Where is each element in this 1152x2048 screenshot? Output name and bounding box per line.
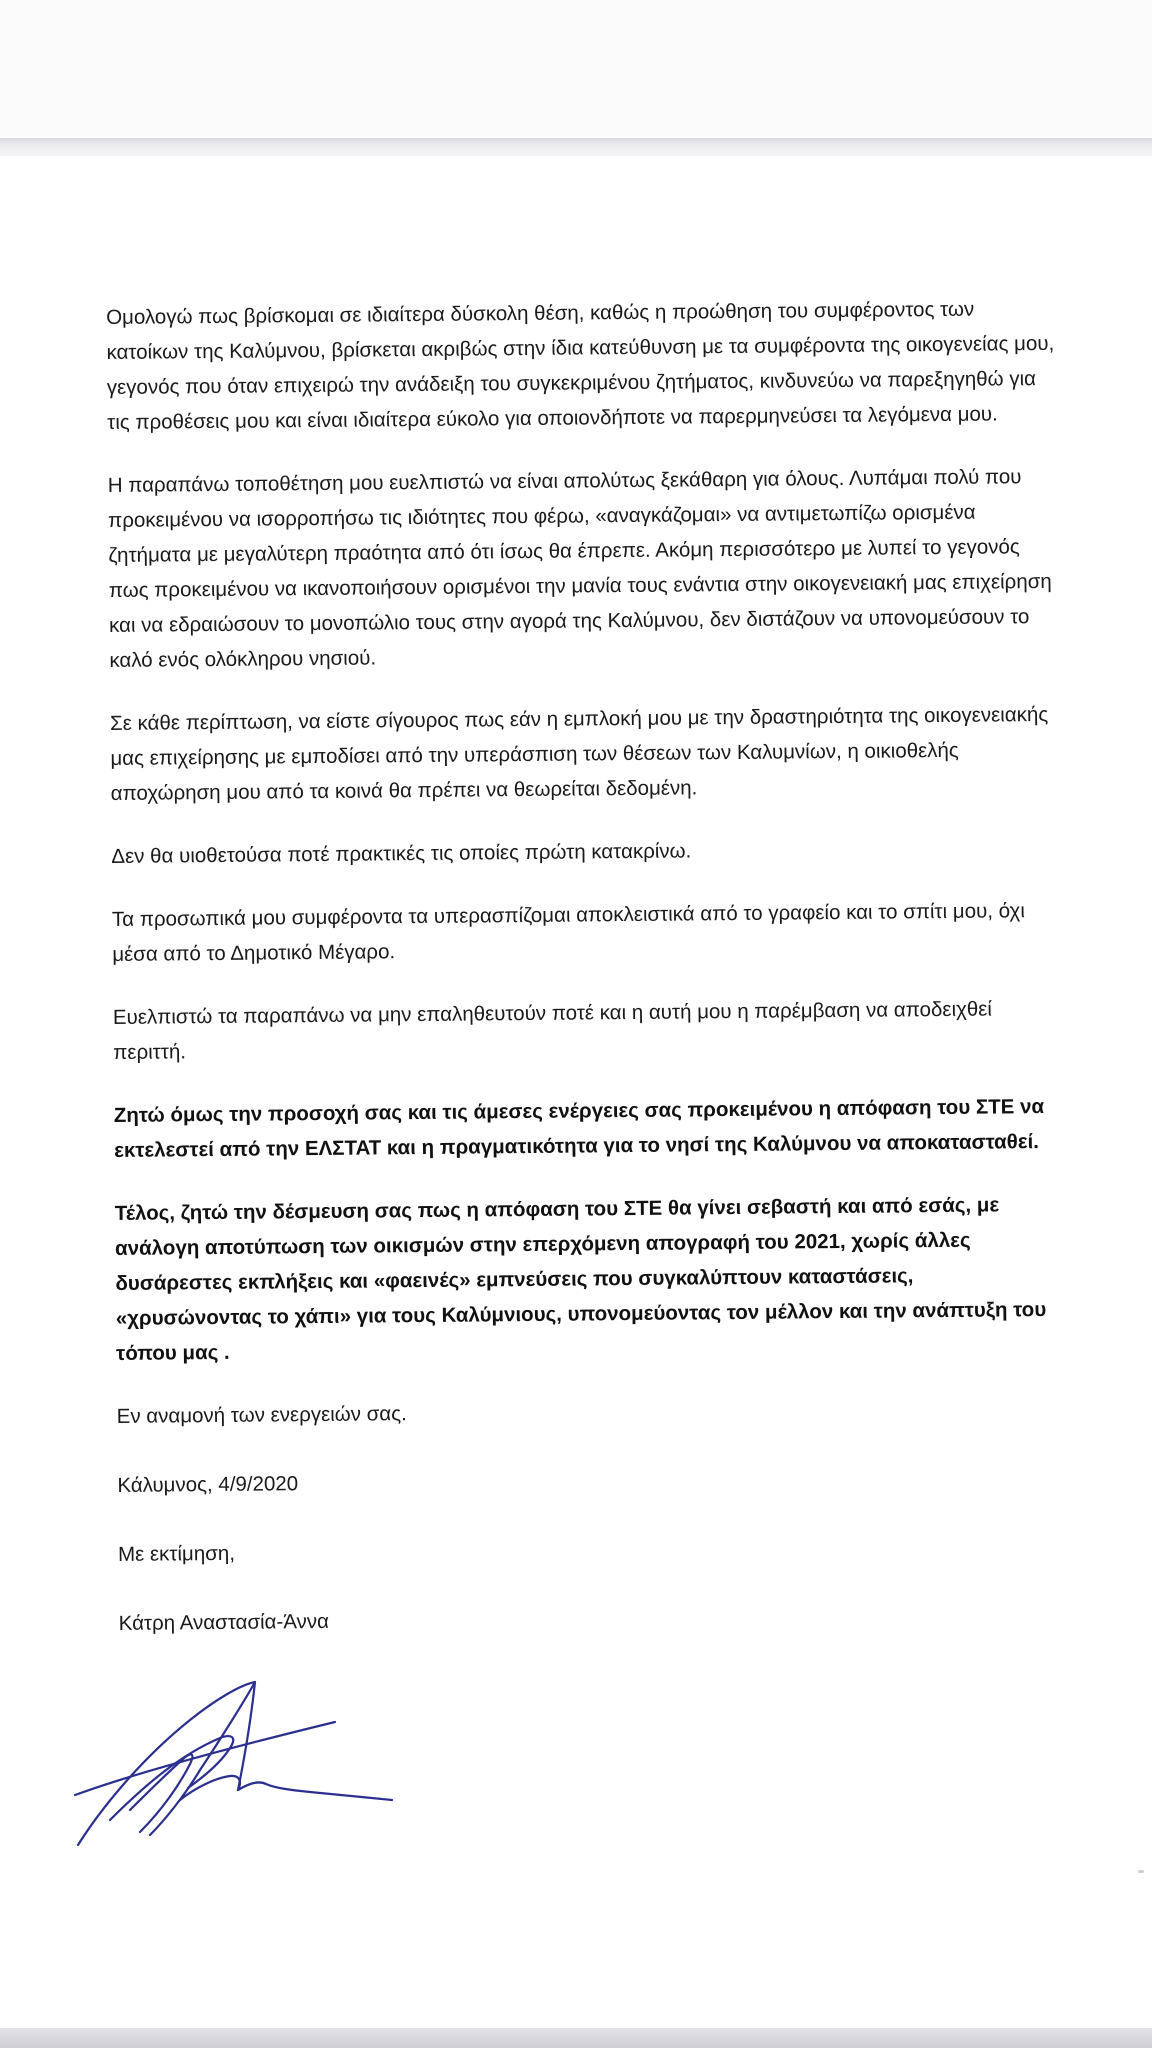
page-top-divider	[0, 138, 1152, 152]
paragraph-request: Ζητώ όμως την προσοχή σας και τις άμεσες ενέργειες σας προκειμένου η απόφαση του ΣΤΕ να εκτελεστεί από την ΕΛΣΤΑΤ και η πραγματικότητα για το νησί της Καλύμνου να αποκατασταθεί.	[113, 1095, 1045, 1162]
place-date: Κάλυμνος, 4/9/2020	[117, 1472, 299, 1497]
paragraph-interests: Τα προσωπικά μου συμφέροντα τα υπερασπίζομαι αποκλειστικά από το γραφείο και το σπίτι μου, όχι μέσα από το Δημοτικό Μέγαρο.	[111, 899, 1025, 966]
paragraph-hope: Ευελπιστώ τα παραπάνω να μην επαληθευτούν ποτέ και η αυτή μου η παρέμβαση να αποδειχθεί περιττή.	[112, 997, 993, 1064]
top-blank-area	[0, 0, 1152, 138]
bottom-bar	[0, 2028, 1152, 2048]
closing-line: Εν αναμονή των ενεργειών σας.	[116, 1402, 407, 1428]
letter-body	[106, 291, 1069, 1675]
paragraph-position: Ομολογώ πως βρίσκομαι σε ιδιαίτερα δύσκολη θέση, καθώς η προώθηση του συμφέροντος των κατοίκων της Καλύμνου, βρίσκεται ακριβώς στην ίδια κατεύθυνση με τα συμφέροντα της οικογενείας μου, γεγονός που όταν επιχειρώ την ανάδειξη του συγκεκριμένου ζητήματος, κινδυνεύω να παρεξηγηθώ για τις προθέσεις μου και είναι ιδιαίτερα εύκολο για οποιονδήποτε να παρερμηνεύσει τα λεγόμενα μου.	[106, 297, 1055, 434]
paragraph-withdrawal: Σε κάθε περίπτωση, να είστε σίγουρος πως εάν η εμπλοκή μου με την δραστηριότητα της οικογενειακής μας επιχείρησης με εμποδίσει από την υπεράσπιση των θέσεων των Καλυμνίων, η οικιοθελής αποχώρηση μου από τα κοινά θα πρέπει να θεωρείται δεδομένη.	[109, 702, 1049, 805]
regards-line: Με εκτίμηση,	[117, 1541, 236, 1566]
paragraph-practices: Δεν θα υιοθετούσα ποτέ πρακτικές τις οποίες πρώτη κατακρίνω.	[111, 839, 692, 868]
scan-speck	[1138, 1870, 1144, 1873]
handwritten-signature	[70, 1660, 410, 1850]
signatory-name: Κάτρη Αναστασία-Άννα	[118, 1609, 330, 1635]
paragraph-commitment: Τέλος, ζητώ την δέσμευση σας πως η απόφαση του ΣΤΕ θα γίνει σεβαστή και από εσάς, με ανάλογη αποτύπωση των οικισμών στην επερχόμενη απογραφή του 2021, χωρίς άλλες δυσάρεστες εκπλήξεις και «φαεινές» εμπνεύσεις που συγκαλύπτουν καταστάσεις, «χρυσώνοντας το χάπι» για τους Καλύμνιους, υπονομεύοντας τον μέλλον και την ανάπτυξη του τόπου μας .	[114, 1193, 1047, 1365]
paragraph-clarification: Η παραπάνω τοποθέτηση μου ευελπιστώ να είναι απολύτως ξεκάθαρη για όλους. Λυπάμαι πολύ που προκειμένου να ισορροπήσω τις ιδιότητες που φέρω, «αναγκάζομαι» να αντιμετωπίζω ορισμένα ζητήματα με μεγαλύτερη πραότητα από ότι ίσως θα έπρεπε. Ακόμη περισσότερο με λυπεί το γεγονός πως προκειμένου να ικανοποιήσουν ορισμένοι την μανία τους ενάντια στην οικογενειακή μας επιχείρηση και να εδραιώσουν το μονοπώλιο τους στην αγορά της Καλύμνου, δεν διστάζουν να υπονομεύσουν το καλό ενός ολόκληρου νησιού.	[107, 465, 1052, 672]
